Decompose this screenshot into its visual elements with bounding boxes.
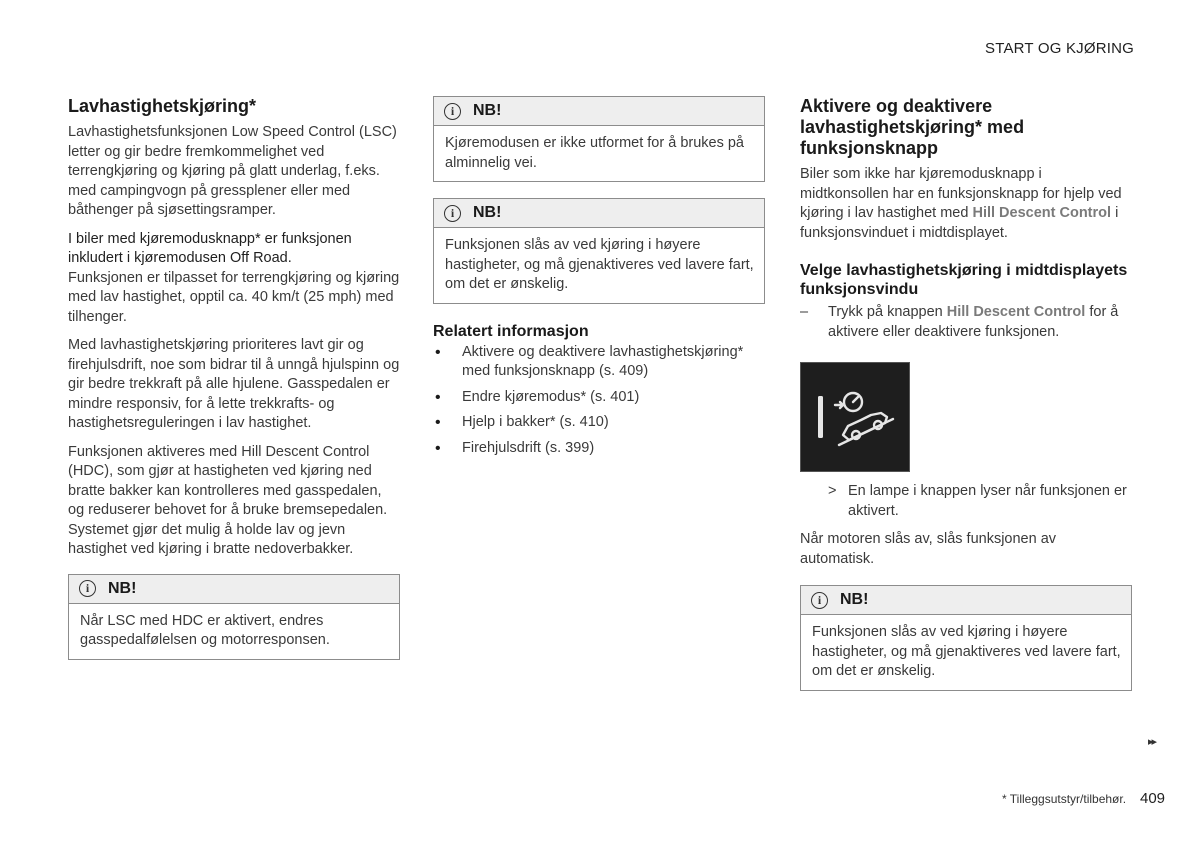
note-box	[433, 198, 765, 304]
related-link[interactable]: • Firehjulsdrift (s. 399)	[433, 439, 765, 459]
note-header	[69, 575, 399, 604]
column-notes	[433, 96, 765, 464]
footnote: * Tilleggsutstyr/tilbehør.	[1002, 792, 1127, 806]
related-link[interactable]: • Endre kjøremodus* (s. 401)	[433, 388, 765, 408]
hill-descent-control-icon	[801, 363, 909, 471]
note-text: Funksjonen slås av ved kjøring i høyere hastigheter, og må gjenaktiveres ved lavere fart, om det er ønskelig.	[812, 624, 1121, 679]
note-header	[801, 586, 1131, 615]
result-mark: >	[828, 483, 837, 499]
info-icon: i	[811, 592, 828, 609]
hdc-label: Hill Descent Control	[972, 205, 1112, 221]
note-title: NB!	[473, 204, 502, 221]
note-header	[434, 199, 764, 228]
related-link[interactable]: • Hjelp i bakker* (s. 410)	[433, 413, 765, 433]
note-title: NB!	[108, 579, 137, 597]
note-title: NB!	[473, 102, 502, 119]
intro-text: Biler som ikke har kjøremodusknapp i midtkonsollen har en funksjonsknapp for hjelp ved kjøring i lav hastighet med	[800, 166, 1122, 221]
note-box	[800, 585, 1132, 691]
result-text: En lampe i knappen lyser når funksjonen er aktivert.	[848, 483, 1127, 519]
result-line	[800, 482, 1132, 521]
info-icon: i	[444, 103, 461, 120]
section-header: START OG KJØRING	[985, 40, 1135, 57]
intro-text: i funksjonsvinduet i midtdisplayet.	[800, 205, 1119, 241]
note-title: NB!	[840, 591, 869, 608]
info-icon: i	[444, 205, 461, 222]
step-text: Trykk på knappen	[828, 304, 943, 320]
note-box	[68, 574, 400, 660]
instruction-step	[800, 303, 1132, 342]
section-title: Lavhastighetskjøring*	[68, 96, 257, 116]
intro-paragraph	[800, 165, 1132, 243]
hdc-label: Hill Descent Control	[946, 304, 1086, 320]
step-dash: –	[800, 304, 809, 320]
note-box	[433, 96, 765, 182]
column-activate	[800, 96, 1132, 691]
note-header	[434, 97, 764, 126]
paragraph: Når motoren slås av, slås funksjonen av automatisk.	[800, 531, 1057, 567]
note-text: Når LSC med HDC er aktivert, endres gasspedalfølelsen og motorresponsen.	[80, 612, 330, 648]
info-icon: i	[79, 580, 96, 597]
hill-descent-control-button-image	[800, 362, 910, 472]
paragraph: Med lavhastighetskjøring prioriteres lavt gir og firehjulsdrift, noe som bidrar til å unngå hjulspinn og gir bedre trekkraft på alle hjulene. Gasspedalen er mindre responsiv, for å lette trekkrafts- og hastighetsreguleringen i lav hastighet.	[68, 337, 400, 431]
paragraph: Funksjonen er tilpasset for terrengkjøring og kjøring med lav hastighet, opptil ca. 40 km/t (25 mph) med tilhenger.	[68, 269, 400, 325]
step-text: for å aktivere eller deaktivere funksjonen.	[828, 304, 1119, 340]
related-list	[433, 343, 765, 459]
paragraph: Lavhastighetsfunksjonen Low Speed Control (LSC) letter og gir bedre fremkommelighet ved terrengkjøring og kjøring på glatt underlag, f.eks. med campingvogn på gressplener eller med båthenger på sjøsettingsramper.	[68, 124, 397, 218]
page-number: 409	[1140, 790, 1166, 807]
note-text: Kjøremodusen er ikke utformet for å brukes på alminnelig vei.	[445, 135, 744, 171]
section-title: Aktivere og deaktivere lavhastighetskjøring* med funksjonsknapp	[800, 96, 1025, 158]
subsection-title: Velge lavhastighetskjøring i midtdisplayets funksjonsvindu	[800, 262, 1128, 298]
note-text: Funksjonen slås av ved kjøring i høyere hastigheter, og må gjenaktiveres ved lavere fart, om det er ønskelig.	[445, 237, 754, 292]
paragraph: Funksjonen aktiveres med Hill Descent Control (HDC), som gjør at hastigheten ved kjøring ned bratte bakker kan kontrolleres med gasspedalen, og reduserer behovet for å bruke bremsepedalen. Systemet gjør det mulig å holde lav og jevn hastighet ved kjøring i bratte nedoverbakker.	[68, 443, 388, 557]
column-low-speed	[68, 96, 400, 660]
related-link[interactable]: • Aktivere og deaktivere lavhastighetskjøring* med funksjonsknapp (s. 409)	[433, 343, 765, 382]
related-title: Relatert informasjon	[433, 322, 589, 340]
paragraph: I biler med kjøremodusknapp* er funksjonen inkludert i kjøremodusen Off Road.	[68, 230, 352, 266]
continue-arrow-icon: ▸▸	[1148, 736, 1156, 748]
